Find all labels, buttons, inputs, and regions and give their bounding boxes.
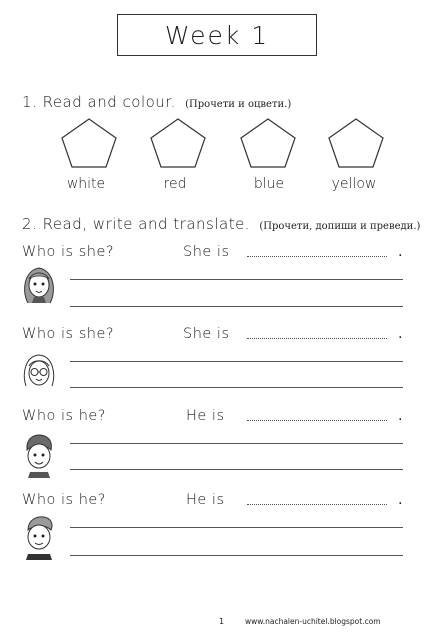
title-box: [117, 14, 317, 56]
footer-url: www.nachalen-uchitel.blogspot.com: [245, 617, 381, 626]
answer-blank-1[interactable]: [247, 256, 387, 257]
answer-blank-2[interactable]: [247, 338, 387, 339]
answer-blank-4[interactable]: [247, 504, 387, 505]
section1-heading: [22, 93, 291, 111]
write-line[interactable]: [70, 306, 403, 307]
section2-heading: [22, 215, 420, 233]
question-4: Who is he?: [22, 492, 107, 508]
question-3: Who is he?: [22, 408, 107, 424]
girl-glasses-face-icon: [20, 350, 58, 396]
answer-prefix-2: She is: [183, 326, 230, 342]
page-title: Week 1: [164, 20, 270, 50]
section1-heading-text: 1. Read and colour.: [22, 93, 176, 111]
answer-end-4: .: [398, 492, 404, 508]
colour-label-yellow: yellow: [331, 176, 377, 192]
write-line[interactable]: [70, 555, 403, 556]
answer-end-3: .: [398, 408, 404, 424]
answer-end-1: .: [398, 244, 404, 260]
section1-note: (Прочети и оцвети.): [185, 99, 292, 110]
question-2: Who is she?: [22, 326, 115, 342]
section2-note: (Прочети, допиши и преведи.): [259, 221, 421, 232]
answer-prefix-4: He is: [186, 492, 225, 508]
pentagon-red[interactable]: [149, 117, 207, 169]
pentagon-yellow[interactable]: [327, 117, 385, 169]
write-line[interactable]: [70, 387, 403, 388]
write-line[interactable]: [70, 527, 403, 528]
boy-face-icon: [20, 514, 58, 560]
write-line[interactable]: [70, 469, 403, 470]
colour-label-red: red: [163, 176, 187, 192]
question-1: Who is she?: [22, 244, 115, 260]
answer-blank-3[interactable]: [247, 420, 387, 421]
write-line[interactable]: [70, 361, 403, 362]
girl-face-icon: [20, 263, 58, 309]
page-number: 1: [219, 617, 225, 626]
colour-label-white: white: [66, 176, 106, 192]
answer-prefix-1: She is: [183, 244, 230, 260]
answer-end-2: .: [398, 326, 404, 342]
write-line[interactable]: [70, 443, 403, 444]
answer-prefix-3: He is: [186, 408, 225, 424]
colour-label-blue: blue: [253, 176, 285, 192]
write-line[interactable]: [70, 279, 403, 280]
boy-face-icon: [20, 432, 58, 478]
pentagon-white[interactable]: [60, 117, 118, 169]
pentagon-blue[interactable]: [239, 117, 297, 169]
section2-heading-text: 2. Read, write and translate.: [22, 215, 251, 233]
